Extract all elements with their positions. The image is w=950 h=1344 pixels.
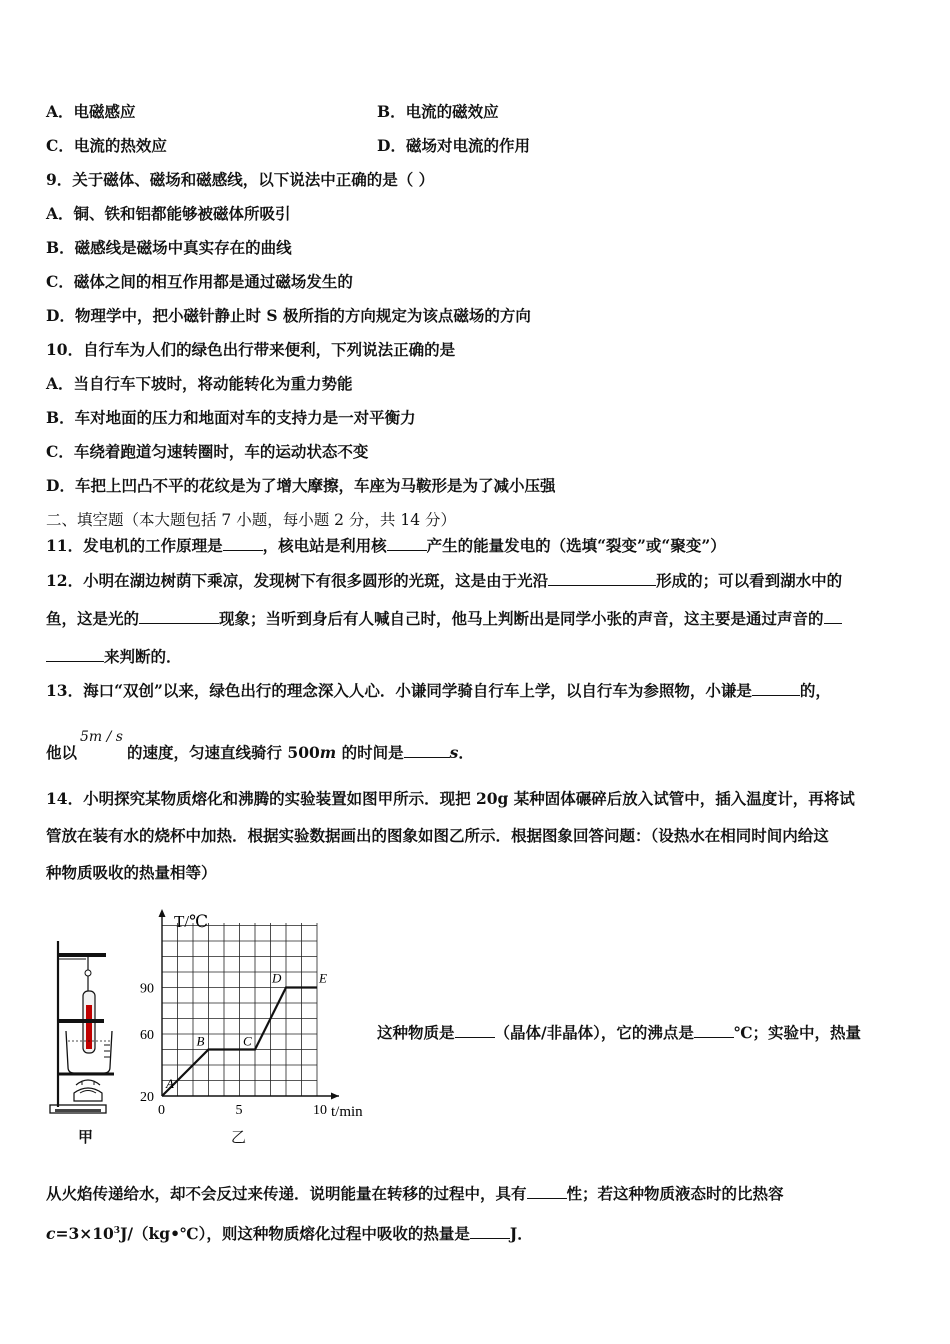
q11-text-2: ，核电站是利用核: [262, 536, 387, 555]
q10-stem: 10．自行车为人们的绿色出行带来便利，下列说法正确的是: [46, 340, 456, 359]
point-label-b: B: [196, 1033, 205, 1049]
q14-blank-3[interactable]: [527, 1183, 567, 1199]
q8-option-b: B．电流的磁效应: [377, 102, 499, 121]
q11-blank-1[interactable]: [223, 535, 263, 551]
q12-blank-1[interactable]: [548, 570, 656, 586]
q14-middle-line: [377, 1022, 861, 1043]
q11-blank-2[interactable]: [387, 535, 427, 551]
q14-symbol-c: c: [46, 1224, 56, 1244]
q11-text-3: 产生的能量发电的（选填“裂变”或“聚变”）: [426, 536, 726, 555]
fig-jia-label: 甲: [78, 1128, 94, 1146]
q12-blank-3b[interactable]: [46, 646, 104, 662]
q13-unit-s: s: [449, 743, 459, 762]
q10-option-c: C．车绕着跑道匀速转圈时，车的运动状态不变: [46, 442, 369, 461]
q14-blank-1[interactable]: [455, 1022, 495, 1038]
q14-text-5b: 性；若这种物质液态时的比热容: [566, 1184, 784, 1203]
q14-text-mid-1: 这种物质是: [377, 1023, 455, 1042]
q13-text-1: 13．海口“双创”以来，绿色出行的理念深入人心．小谦同学骑自行车上学，以自行车为参照物，小谦是: [46, 681, 752, 700]
q12-text-4: 现象；当听到身后有人喊自己时，他马上判断出是同学小张的声音，这主要是通过声音的: [219, 609, 824, 628]
q13-blank-2[interactable]: [404, 742, 450, 758]
q13-period: ．: [458, 743, 474, 762]
q9-option-d: D．物理学中，把小磁针静止时 S 极所指的方向规定为该点磁场的方向: [46, 306, 531, 325]
q12-text-1: 12．小明在湖边树荫下乘凉，发现树下有很多圆形的光斑，这是由于光沿: [46, 571, 549, 590]
q13-text-2: 的，: [799, 681, 831, 700]
q14-line-2: 管放在装有水的烧杯中加热．根据实验数据画出的图象如图乙所示．根据图象回答问题：（设热水在相同时间内给这: [46, 826, 829, 845]
q14-exponent: 3: [113, 1226, 121, 1236]
point-label-a: A: [166, 1076, 174, 1091]
q14-line-1: 14．小明探究某物质熔化和沸腾的实验装置如图甲所示．现把 20g 某种固体碾碎后放入试管中，插入温度计，再将试: [46, 789, 855, 808]
q12-text-5: 来判断的．: [104, 647, 182, 666]
q10-option-a: A．当自行车下坡时，将动能转化为重力势能: [46, 374, 353, 393]
q14-line-6: [46, 1221, 533, 1244]
q13-text-4: 的速度，匀速直线骑行 500: [127, 743, 320, 762]
section-heading: 二、填空题（本大题包括 7 小题，每小题 2 分，共 14 分）: [46, 511, 457, 529]
y-axis-label: T/℃: [174, 912, 209, 931]
y-tick-label: 20: [140, 1090, 154, 1105]
x-axis-arrow: [331, 1093, 339, 1100]
q10-option-b: B．车对地面的压力和地面对车的支持力是一对平衡力: [46, 408, 416, 427]
q13-unit-m: m: [319, 743, 337, 762]
q12-text-2: 形成的；可以看到湖水中的: [656, 571, 843, 590]
q11-text-1: 11．发电机的工作原理是: [46, 536, 223, 555]
q14-text-5a: 从火焰传递给水，却不会反过来传递．说明能量在转移的过程中，具有: [46, 1184, 527, 1203]
q9-option-a: A．铜、铁和铝都能够被磁体所吸引: [46, 204, 291, 223]
q14-blank-2[interactable]: [694, 1022, 734, 1038]
q14-blank-4[interactable]: [470, 1223, 510, 1239]
q9-option-b: B．磁感线是磁场中真实存在的曲线: [46, 238, 292, 257]
y-tick-label: 60: [140, 1028, 154, 1043]
apparatus-figure: [46, 935, 126, 1145]
q8-option-d: D．磁场对电流的作用: [377, 136, 530, 155]
q13-speed: 5m / s: [80, 729, 123, 745]
x-axis-label: t/min: [331, 1104, 363, 1120]
q14-text-mid-3: ℃；实验中，热量: [733, 1023, 862, 1042]
q13-text-5: 的时间是: [336, 743, 404, 762]
q9-stem: 9．关于磁体、磁场和磁感线，以下说法中正确的是（ ）: [46, 170, 435, 189]
fig-yi-label: 乙: [231, 1128, 247, 1146]
q14-line-5: [46, 1183, 784, 1204]
x-tick-label: 0: [158, 1103, 165, 1118]
temperature-chart: [130, 905, 375, 1120]
q12-text-3: 鱼，这是光的: [46, 609, 140, 628]
point-label-d: D: [272, 970, 282, 986]
q12-line-3: [46, 646, 182, 667]
q12-blank-2[interactable]: [139, 608, 219, 624]
q13-line-2: [46, 742, 474, 763]
q14-line-3: 种物质吸收的热量相等）: [46, 863, 217, 882]
q14-text-6b: =3×10: [55, 1224, 114, 1244]
point-label-c: C: [243, 1033, 252, 1049]
x-tick-label: 5: [235, 1103, 243, 1118]
q11: [46, 535, 726, 556]
q12-line-2: [46, 608, 842, 629]
x-tick-label: 10: [313, 1103, 327, 1118]
q13-text-3: 他以: [46, 743, 78, 762]
q8-option-c: C．电流的热效应: [46, 136, 167, 155]
q14-text-mid-2: （晶体/非晶体），它的沸点是: [494, 1023, 694, 1042]
y-axis-arrow: [159, 909, 166, 917]
y-tick-label: 90: [140, 981, 154, 997]
q8-option-a: A．电磁感应: [46, 102, 136, 121]
q13-line-1: [46, 680, 831, 701]
q14-text-6d: J．: [509, 1224, 533, 1244]
q12-line-1: [46, 570, 842, 591]
q13-blank-1[interactable]: [752, 680, 800, 696]
q9-option-c: C．磁体之间的相互作用都是通过磁场发生的: [46, 272, 353, 291]
q14-text-6c: J/（kg•℃），则这种物质熔化过程中吸收的热量是: [120, 1224, 470, 1244]
q12-blank-3a[interactable]: [824, 608, 842, 624]
q10-option-d: D．车把上凹凸不平的花纹是为了增大摩擦，车座为马鞍形是为了减小压强: [46, 476, 556, 495]
point-label-e: E: [319, 970, 327, 986]
